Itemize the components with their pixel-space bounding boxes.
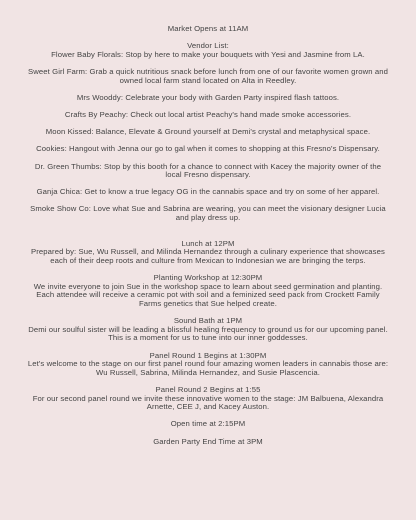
vendor-item: Flower Baby Florals: Stop by here to make your bouquets with Yesi and Jasmine from LA. — [51, 49, 365, 59]
panel-round-1-description: Let's welcome to the stage on our first panel round four amazing women leaders in cannabis those are: Wu Russell, Sabrina, Milinda Hernandez, and Susie Plascencia. — [27, 359, 389, 377]
lunch-title: Lunch at 12PM — [181, 238, 235, 248]
open-time: Open time at 2:15PM — [170, 419, 246, 429]
panel-round-2-title: Panel Round 2 Begins at 1:55 — [155, 384, 261, 394]
sound-bath-description: Demi our soulful sister will be leading a blissful healing frequency to ground us for our upcoming panel. This is a moment for us to tune into our inner goddesses. — [28, 324, 388, 343]
panel-round-2-description: For our second panel round we invite these innovative women to the stage: JM Balbuena, Alexandra Arnette, CEE J, and Kacey Auston. — [32, 393, 384, 412]
lunch-description: Prepared by: Sue, Wu Russell, and Milinda Hernandez through a culinary experience that showcases each of their deep roots and culture from Mexican to Indonesian we are bringing the terps. — [31, 247, 385, 266]
vendor-item: Mrs Wooddy: Celebrate your body with Garden Party inspired flash tattoos. — [76, 92, 340, 102]
vendor-item: Cookies: Hangout with Jenna our go to gal when it comes to shopping at this Fresno's Dispensary. — [36, 144, 380, 154]
vendor-list-heading: Vendor List: — [187, 41, 229, 51]
panel-round-1-title: Panel Round 1 Begins at 1:30PM — [149, 350, 267, 360]
vendor-item: Ganja Chica: Get to know a true legacy OG in the cannabis space and try on some of her apparel. — [36, 187, 380, 197]
vendor-item: Smoke Show Co: Love what Sue and Sabrina are wearing, you can meet the visionary designer Lucia and play dress up. — [30, 204, 386, 223]
vendor-item: Crafts By Peachy: Check out local artist Peachy's hand made smoke accessories. — [64, 109, 352, 119]
vendor-item: Moon Kissed: Balance, Elevate & Ground yourself at Demi's crystal and metaphysical space. — [45, 127, 371, 137]
sound-bath-title: Sound Bath at 1PM — [173, 316, 243, 326]
vendor-item: Dr. Green Thumbs: Stop by this booth for a chance to connect with Kacey the majority owner of the local Fresno dispensary. — [34, 161, 382, 180]
end-time: Garden Party End Time at 3PM — [153, 436, 263, 446]
planting-workshop-description: We invite everyone to join Sue in the workshop space to learn about seed germination and planting. Each attendee will receive a ceramic pot with soil and a feminized seed pack from Crockett Family Farms genetics that Sue helped create. — [33, 281, 383, 308]
planting-workshop-title: Planting Workshop at 12:30PM — [153, 273, 263, 283]
vendor-item: Sweet Girl Farm: Grab a quick nutritious snack before lunch from one of our favorite women grown and owned local farm stand located on Alta in Reedley. — [28, 66, 388, 85]
market-open-time: Market Opens at 11AM — [167, 24, 249, 33]
